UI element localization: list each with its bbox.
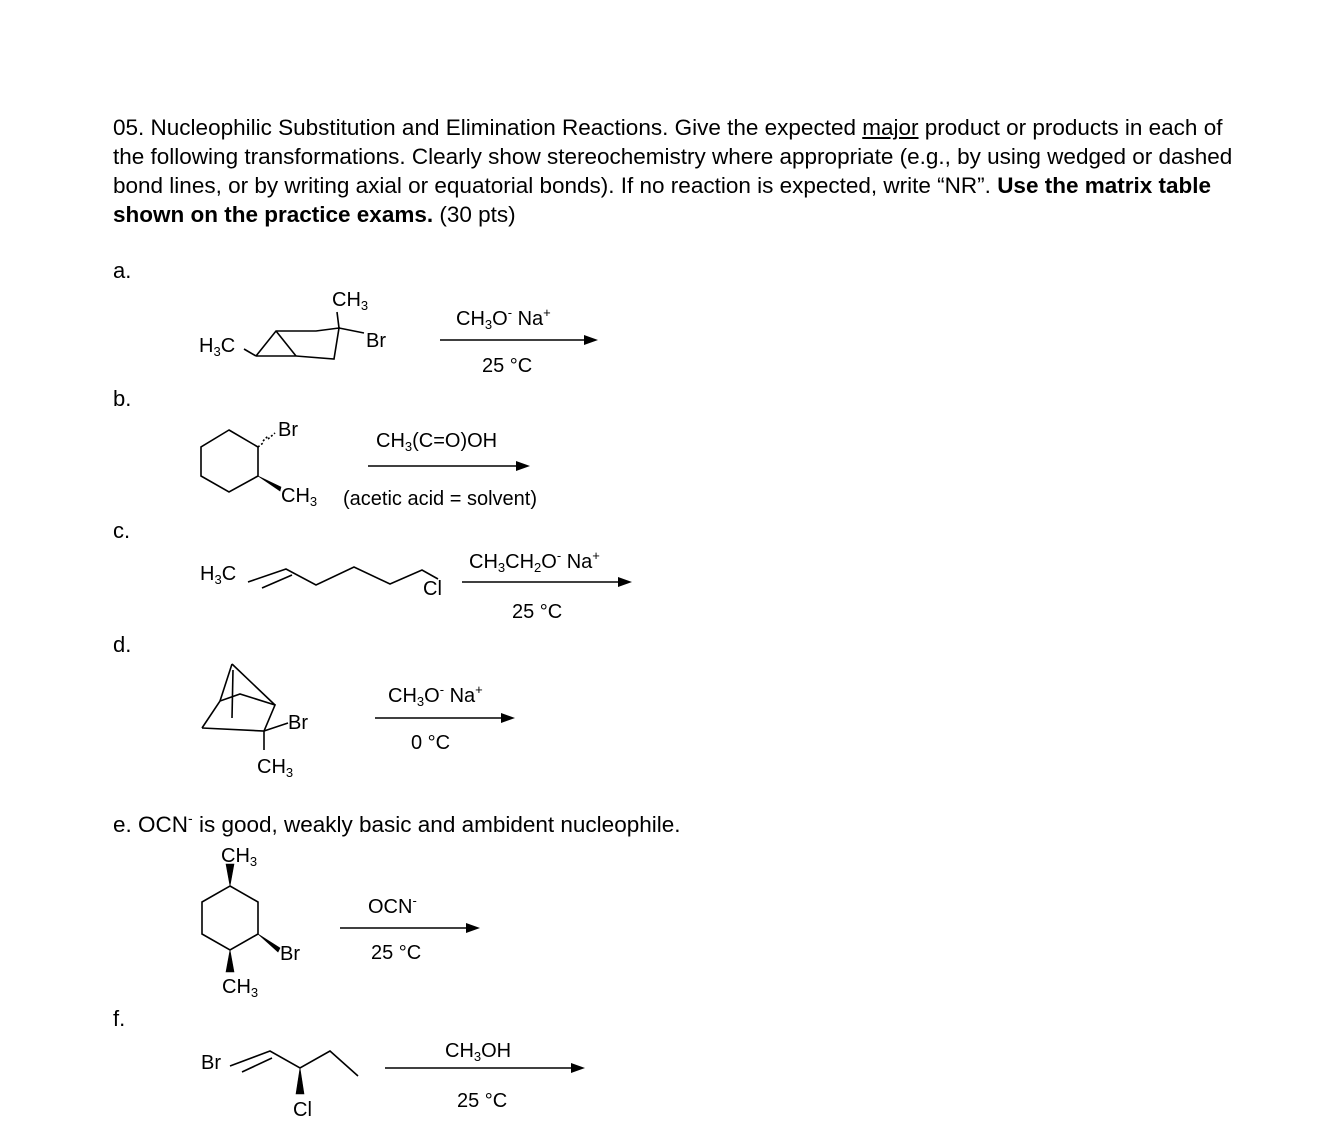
part-e-ch3-top: $CH_3$ <box>221 845 258 869</box>
part-d-reagent: $CH_3O^-$ Na+ <box>388 682 483 709</box>
question-intro: Give the expected <box>674 115 856 140</box>
part-b-arrowhead <box>516 461 530 471</box>
part-f-br: Br <box>201 1052 221 1074</box>
part-a-br: Br <box>366 330 386 352</box>
question-title: Nucleophilic Substitution and Elimination Reactions. <box>150 115 669 140</box>
part-f-chain <box>230 1051 358 1094</box>
part-b-cyclohexane-ring <box>201 430 281 492</box>
part-e-arrowhead <box>466 923 480 933</box>
label-part-b: b. <box>113 386 132 411</box>
part-c-reagent: $CH_3CH_2O^-$ Na+ <box>469 548 600 575</box>
part-d-br: Br <box>288 712 308 734</box>
part-a-h3c: $H_3C$ <box>199 335 236 359</box>
part-a-chair-cyclohexane <box>244 312 364 359</box>
bold-instruction: Use the matrix table shown on the practice exams. <box>113 173 1212 227</box>
part-d-ch3: $CH_3$ <box>257 756 294 780</box>
part-d-norbornane <box>202 664 288 750</box>
part-b-solvent: (acetic acid = solvent) <box>343 488 537 510</box>
label-part-d: d. <box>113 632 132 657</box>
part-b-br: Br <box>278 419 298 441</box>
part-b-reagent: $CH_3(C=O)OH$ <box>376 430 498 454</box>
question-points: (30 pts) <box>439 202 516 227</box>
part-c-cl: Cl <box>423 578 442 600</box>
part-f-cl: Cl <box>293 1099 312 1121</box>
question-body: product or products in each of the following transformations. Clearly show stereochemistry where appropriate (e.g., by using wedged or dashed bond lines, or by writing axial or equatorial bonds). If no reaction is expected, write “NR”. <box>113 115 1233 198</box>
part-a-conditions: 25 °C <box>482 355 533 377</box>
label-part-a: a. <box>113 258 132 283</box>
part-d-arrowhead <box>501 713 515 723</box>
part-b-ch3: $CH_3$ <box>281 485 318 509</box>
part-a-arrowhead <box>584 335 598 345</box>
label-part-c: c. <box>113 518 131 543</box>
part-a-reagent: $CH_3O^-$ Na+ <box>456 305 551 332</box>
part-c-h3c: $H_3C$ <box>200 563 237 587</box>
part-c-arrowhead <box>618 577 632 587</box>
major-underlined: major <box>862 115 919 140</box>
part-e-note: e. OCN- is good, weakly basic and ambident nucleophile. <box>113 810 681 837</box>
part-c-conditions: 25 °C <box>512 601 563 623</box>
part-e-ch3-bottom: $CH_3$ <box>222 976 259 1000</box>
part-f-conditions: 25 °C <box>457 1090 508 1112</box>
part-e-br: Br <box>280 943 300 965</box>
label-part-f: f. <box>113 1006 126 1031</box>
part-e-reagent: OCN- <box>368 893 417 918</box>
part-e-conditions: 25 °C <box>371 942 422 964</box>
question-number: 05. <box>113 115 145 140</box>
part-f-arrowhead <box>571 1063 585 1073</box>
part-e-cyclohexane-ring <box>202 864 280 972</box>
part-d-conditions: 0 °C <box>411 732 451 754</box>
part-a-ch3: $CH_3$ <box>332 289 369 313</box>
part-c-alkene-chain <box>248 567 438 588</box>
part-f-reagent: $CH_3OH$ <box>445 1040 512 1064</box>
